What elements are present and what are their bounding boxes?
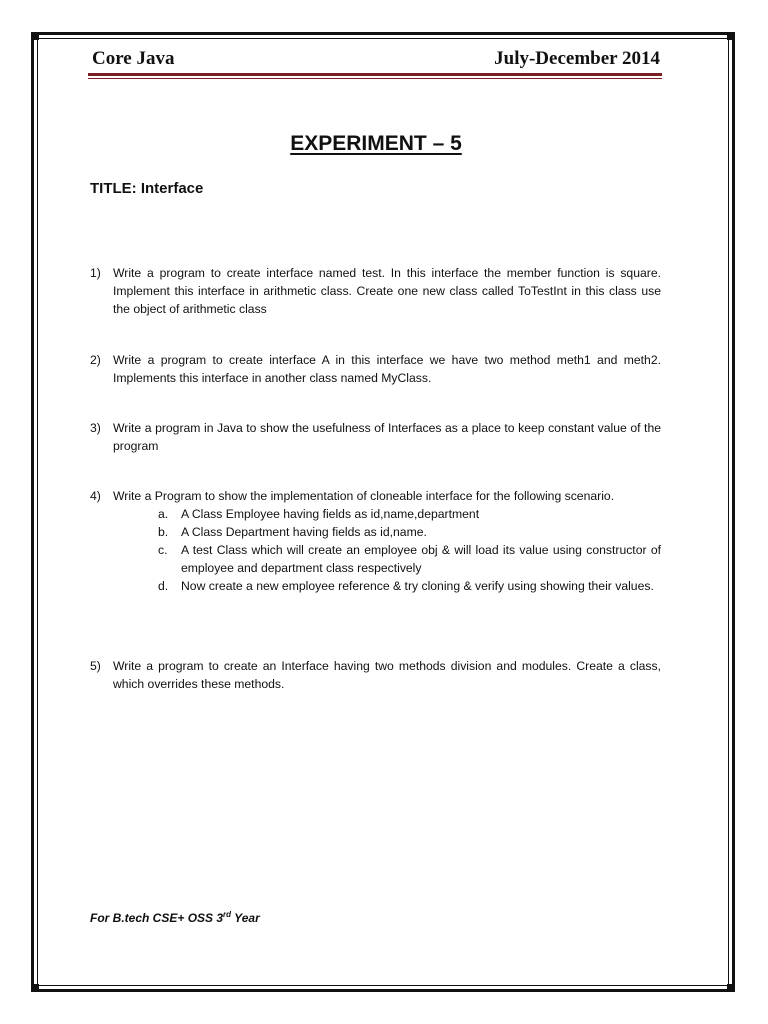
question-text: Write a program to create interface named test. In this interface the member function is square. Implement this interface in arithmetic class. Create one new class called ToTestInt in this class use the object of arithmetic class [113,266,661,316]
header-course: Core Java [92,48,175,69]
sub-item-letter: a. [158,507,169,521]
question-number: 4) [90,489,101,503]
header-rule-thin [88,78,662,79]
footer-superscript: rd [223,910,232,919]
question-text: Write a Program to show the implementation of cloneable interface for the following scenario. [113,489,615,503]
header-session: July-December 2014 [494,48,660,69]
footer-prefix: For B.tech CSE+ OSS 3 [90,911,224,925]
question-item [90,657,661,693]
sub-item [158,505,661,523]
question-number: 2) [90,353,101,367]
question-number: 5) [90,659,101,673]
footer-note [90,910,260,925]
sub-item-letter: b. [158,525,169,539]
question-item [90,419,661,455]
question-item [90,264,661,318]
sub-item [158,541,661,577]
question-item [90,487,661,595]
sub-item-letter: d. [158,579,169,593]
question-text: Write a program to create interface A in this interface we have two method meth1 and meth2. Implements this interface in another class named MyClass. [113,353,661,385]
question-number: 3) [90,421,101,435]
sub-item-text: Now create a new employee reference & try cloning & verify using showing their values. [181,579,654,593]
page-border-corner [31,984,39,992]
question-text: Write a program in Java to show the usefulness of Interfaces as a place to keep constant value of the program [113,421,661,453]
question-item [90,351,661,387]
question-number: 1) [90,266,101,280]
page-border-corner [727,32,735,40]
page-border-corner [31,32,39,40]
experiment-subtitle: TITLE: Interface [90,180,204,197]
sub-item-text: A Class Employee having fields as id,name,department [181,507,480,521]
header-rule [88,73,662,76]
experiment-title: EXPERIMENT – 5 [290,132,462,155]
question-text: Write a program to create an Interface having two methods division and modules. Create a class, which overrides these methods. [113,659,661,691]
sub-item-letter: c. [158,543,168,557]
sub-item [158,577,661,595]
page-border-corner [727,984,735,992]
sub-item-text: A Class Department having fields as id,name. [181,525,427,539]
sub-item [158,523,661,541]
sub-item-text: A test Class which will create an employee obj & will load its value using constructor of employee and department class respectively [181,543,661,575]
footer-suffix: Year [231,911,260,925]
